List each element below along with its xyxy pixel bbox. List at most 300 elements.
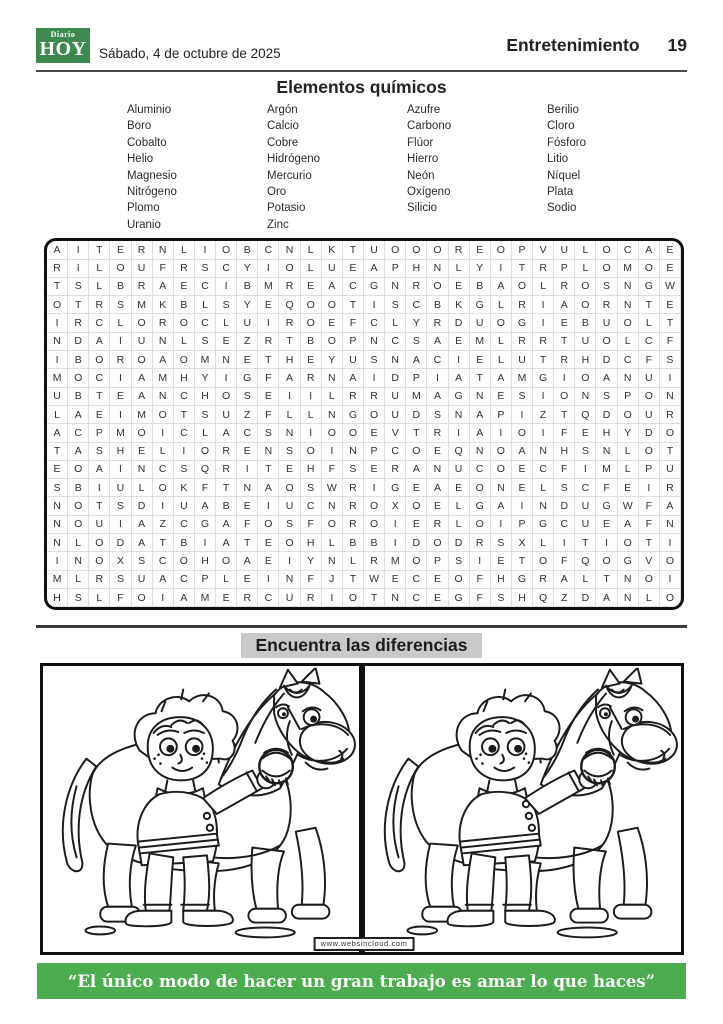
grid-cell: L	[618, 443, 639, 461]
grid-cell: S	[195, 333, 216, 351]
grid-cell: L	[449, 497, 470, 515]
grid-cell: D	[406, 534, 427, 552]
grid-cell: O	[575, 369, 596, 387]
grid-cell: E	[427, 443, 448, 461]
grid-cell: C	[406, 296, 427, 314]
grid-cell: W	[322, 479, 343, 497]
grid-cell: C	[385, 443, 406, 461]
grid-cell: P	[618, 388, 639, 406]
grid-cell: R	[89, 571, 110, 589]
grid-cell: C	[237, 424, 258, 442]
grid-cell: I	[216, 278, 237, 296]
grid-cell: L	[343, 552, 364, 570]
grid-cell: A	[406, 461, 427, 479]
grid-cell: M	[47, 369, 68, 387]
grid-cell: C	[533, 461, 554, 479]
grid-cell: X	[512, 534, 533, 552]
grid-cell: L	[449, 260, 470, 278]
grid-cell: N	[533, 497, 554, 515]
grid-cell: L	[195, 296, 216, 314]
quote-text: “El único modo de hacer un gran trabajo es amar lo que haces”	[67, 971, 656, 991]
grid-cell: O	[639, 260, 660, 278]
grid-cell: E	[216, 333, 237, 351]
grid-cell: F	[639, 351, 660, 369]
grid-cell: N	[618, 589, 639, 607]
page-number: 19	[667, 34, 687, 55]
grid-cell: X	[385, 497, 406, 515]
grid-cell: C	[89, 314, 110, 332]
grid-cell: R	[554, 351, 575, 369]
word-item: Potasio	[267, 202, 306, 215]
grid-cell: N	[533, 443, 554, 461]
grid-cell: N	[364, 333, 385, 351]
grid-cell: O	[89, 552, 110, 570]
grid-cell: N	[153, 388, 174, 406]
grid-cell: T	[406, 424, 427, 442]
grid-cell: I	[596, 534, 617, 552]
grid-cell: P	[512, 241, 533, 259]
grid-cell: O	[596, 241, 617, 259]
grid-cell: C	[343, 278, 364, 296]
grid-cell: C	[618, 351, 639, 369]
grid-cell: U	[322, 260, 343, 278]
grid-cell: M	[470, 333, 491, 351]
grid-cell: H	[174, 369, 195, 387]
grid-cell: G	[364, 278, 385, 296]
grid-cell: Y	[406, 314, 427, 332]
grid-cell: K	[449, 296, 470, 314]
grid-cell: C	[406, 589, 427, 607]
grid-cell: R	[216, 461, 237, 479]
grid-cell: R	[512, 333, 533, 351]
grid-cell: T	[343, 241, 364, 259]
grid-cell: I	[660, 534, 681, 552]
grid-cell: S	[364, 351, 385, 369]
grid-cell: M	[110, 424, 131, 442]
grid-cell: P	[554, 260, 575, 278]
grid-cell: L	[533, 534, 554, 552]
grid-cell: S	[279, 443, 300, 461]
grid-cell: I	[47, 314, 68, 332]
grid-cell: O	[491, 241, 512, 259]
grid-cell: S	[449, 552, 470, 570]
grid-cell: L	[68, 534, 89, 552]
word-item: Azufre	[407, 104, 441, 116]
grid-cell: I	[660, 369, 681, 387]
grid-cell: D	[639, 424, 660, 442]
grid-cell: B	[301, 333, 322, 351]
grid-cell: B	[68, 479, 89, 497]
quote-banner	[37, 963, 686, 999]
grid-cell: I	[491, 516, 512, 534]
grid-cell: H	[575, 351, 596, 369]
grid-cell: Y	[237, 296, 258, 314]
grid-cell: U	[89, 516, 110, 534]
grid-cell: R	[301, 369, 322, 387]
grid-cell: S	[110, 497, 131, 515]
grid-cell: R	[596, 296, 617, 314]
grid-cell: D	[110, 534, 131, 552]
grid-cell: O	[279, 260, 300, 278]
grid-cell: U	[575, 516, 596, 534]
grid-cell: S	[68, 278, 89, 296]
grid-cell: G	[618, 552, 639, 570]
grid-cell: A	[427, 388, 448, 406]
picture-left	[43, 666, 365, 952]
edition-date: Sábado, 4 de octubre de 2025	[99, 46, 281, 61]
grid-cell: F	[470, 589, 491, 607]
grid-cell: S	[47, 479, 68, 497]
grid-cell: A	[89, 333, 110, 351]
grid-cell: T	[512, 260, 533, 278]
grid-cell: H	[279, 351, 300, 369]
logo-top-text: Diario	[50, 30, 76, 39]
grid-cell: E	[364, 461, 385, 479]
grid-cell: Y	[301, 552, 322, 570]
grid-cell: M	[258, 278, 279, 296]
grid-cell: O	[132, 424, 153, 442]
grid-cell: C	[174, 424, 195, 442]
grid-cell: L	[385, 314, 406, 332]
grid-cell: R	[132, 241, 153, 259]
grid-cell: O	[301, 296, 322, 314]
grid-cell: V	[639, 552, 660, 570]
grid-cell: O	[216, 388, 237, 406]
grid-cell: I	[322, 589, 343, 607]
grid-cell: U	[385, 406, 406, 424]
grid-cell: S	[68, 589, 89, 607]
grid-cell: E	[132, 443, 153, 461]
grid-cell: N	[47, 497, 68, 515]
grid-cell: A	[68, 443, 89, 461]
grid-cell: B	[237, 278, 258, 296]
grid-cell: Z	[554, 589, 575, 607]
grid-cell: R	[449, 241, 470, 259]
grid-cell: O	[322, 333, 343, 351]
grid-cell: E	[322, 314, 343, 332]
grid-cell: I	[110, 461, 131, 479]
grid-cell: O	[470, 479, 491, 497]
grid-cell: R	[343, 516, 364, 534]
word-item: Zinc	[267, 218, 289, 231]
grid-cell: N	[618, 296, 639, 314]
word-item: Argón	[267, 104, 298, 116]
grid-cell: I	[449, 424, 470, 442]
grid-cell: E	[427, 589, 448, 607]
grid-cell: G	[449, 589, 470, 607]
grid-cell: N	[660, 388, 681, 406]
grid-cell: E	[554, 314, 575, 332]
grid-cell: A	[195, 497, 216, 515]
grid-cell: O	[322, 424, 343, 442]
grid-cell: T	[554, 333, 575, 351]
word-item: Cloro	[547, 120, 575, 133]
grid-cell: A	[491, 278, 512, 296]
grid-cell: O	[68, 516, 89, 534]
grid-cell: A	[216, 534, 237, 552]
grid-cell: N	[216, 351, 237, 369]
grid-cell: E	[301, 351, 322, 369]
grid-cell: T	[174, 406, 195, 424]
grid-cell: A	[47, 424, 68, 442]
grid-cell: F	[554, 424, 575, 442]
grid-cell: B	[174, 296, 195, 314]
grid-cell: N	[47, 333, 68, 351]
grid-cell: O	[596, 552, 617, 570]
grid-cell: R	[533, 571, 554, 589]
grid-cell: K	[322, 241, 343, 259]
grid-cell: I	[195, 534, 216, 552]
grid-cell: A	[449, 369, 470, 387]
grid-cell: A	[512, 443, 533, 461]
grid-cell: M	[195, 589, 216, 607]
picture-right	[365, 666, 681, 952]
grid-cell: H	[554, 443, 575, 461]
grid-cell: N	[237, 479, 258, 497]
grid-cell: O	[491, 314, 512, 332]
grid-cell: L	[195, 424, 216, 442]
grid-cell: O	[639, 388, 660, 406]
grid-cell: O	[364, 497, 385, 515]
grid-cell: H	[301, 534, 322, 552]
grid-cell: E	[406, 479, 427, 497]
grid-cell: O	[195, 443, 216, 461]
grid-cell: F	[596, 479, 617, 497]
grid-cell: C	[618, 241, 639, 259]
word-column	[547, 102, 687, 233]
grid-cell: I	[174, 443, 195, 461]
grid-cell: B	[68, 351, 89, 369]
grid-cell: N	[385, 351, 406, 369]
grid-cell: S	[512, 388, 533, 406]
word-item: Oxígeno	[407, 186, 451, 199]
word-item: Carbono	[407, 120, 452, 133]
grid-cell: H	[301, 461, 322, 479]
grid-cell: Q	[449, 443, 470, 461]
grid-cell: K	[174, 479, 195, 497]
grid-cell: O	[575, 278, 596, 296]
grid-cell: A	[174, 589, 195, 607]
word-item: Uranio	[127, 218, 161, 231]
grid-cell: C	[470, 461, 491, 479]
word-item: Boro	[127, 120, 152, 133]
grid-cell: W	[660, 278, 681, 296]
grid-cell: E	[470, 241, 491, 259]
grid-cell: F	[660, 333, 681, 351]
grid-cell: B	[237, 241, 258, 259]
grid-cell: E	[470, 351, 491, 369]
grid-cell: Z	[237, 333, 258, 351]
grid-cell: S	[110, 571, 131, 589]
grid-cell: E	[660, 260, 681, 278]
grid-cell: C	[301, 497, 322, 515]
grid-cell: C	[195, 278, 216, 296]
watermark: www.websincloud.com	[314, 937, 415, 951]
grid-cell: T	[153, 534, 174, 552]
grid-cell: T	[596, 571, 617, 589]
grid-cell: L	[279, 406, 300, 424]
grid-cell: I	[639, 479, 660, 497]
grid-cell: O	[596, 260, 617, 278]
grid-cell: F	[554, 461, 575, 479]
differences-pictures	[40, 663, 684, 955]
grid-cell: L	[301, 241, 322, 259]
grid-cell: B	[68, 388, 89, 406]
grid-cell: W	[618, 497, 639, 515]
grid-cell: O	[427, 241, 448, 259]
word-item: Silicio	[407, 202, 438, 215]
grid-cell: O	[89, 534, 110, 552]
grid-cell: P	[195, 571, 216, 589]
grid-cell: R	[427, 314, 448, 332]
grid-cell: A	[427, 333, 448, 351]
grid-cell: R	[153, 314, 174, 332]
grid-cell: J	[322, 571, 343, 589]
grid-cell: T	[89, 497, 110, 515]
grid-cell: M	[153, 369, 174, 387]
grid-cell: O	[660, 552, 681, 570]
grid-cell: O	[153, 406, 174, 424]
grid-cell: I	[491, 260, 512, 278]
grid-cell: I	[110, 406, 131, 424]
grid-cell: H	[512, 589, 533, 607]
differences-heading: Encuentra las diferencias	[241, 633, 481, 658]
grid-cell: U	[216, 406, 237, 424]
grid-cell: L	[533, 278, 554, 296]
grid-cell: G	[385, 479, 406, 497]
grid-cell: I	[385, 516, 406, 534]
grid-cell: F	[639, 497, 660, 515]
grid-cell: A	[364, 260, 385, 278]
grid-cell: O	[554, 388, 575, 406]
grid-cell: D	[132, 497, 153, 515]
grid-cell: G	[596, 497, 617, 515]
grid-cell: O	[639, 443, 660, 461]
grid-cell: R	[237, 589, 258, 607]
grid-cell: I	[512, 497, 533, 515]
word-item: Oro	[267, 186, 287, 199]
grid-cell: C	[575, 479, 596, 497]
grid-cell: I	[258, 260, 279, 278]
grid-cell: I	[470, 552, 491, 570]
grid-cell: F	[153, 260, 174, 278]
grid-cell: L	[301, 406, 322, 424]
grid-cell: N	[322, 497, 343, 515]
word-item: Calcio	[267, 120, 299, 133]
grid-cell: N	[427, 461, 448, 479]
grid-cell: C	[385, 333, 406, 351]
grid-cell: N	[343, 443, 364, 461]
grid-cell: I	[364, 479, 385, 497]
grid-cell: L	[322, 534, 343, 552]
grid-cell: S	[491, 534, 512, 552]
grid-cell: A	[68, 406, 89, 424]
grid-cell: P	[343, 333, 364, 351]
differences-heading-wrap	[36, 633, 687, 658]
grid-cell: B	[427, 296, 448, 314]
grid-cell: Z	[533, 406, 554, 424]
grid-cell: U	[639, 406, 660, 424]
grid-cell: S	[554, 479, 575, 497]
grid-cell: L	[491, 351, 512, 369]
grid-cell: A	[132, 534, 153, 552]
grid-cell: D	[68, 333, 89, 351]
grid-cell: M	[512, 369, 533, 387]
grid-cell: Q	[195, 461, 216, 479]
grid-cell: T	[279, 333, 300, 351]
grid-cell: L	[575, 571, 596, 589]
grid-cell: O	[533, 552, 554, 570]
grid-cell: O	[660, 424, 681, 442]
grid-cell: S	[385, 296, 406, 314]
grid-cell: A	[343, 369, 364, 387]
grid-cell: U	[470, 314, 491, 332]
grid-cell: A	[660, 497, 681, 515]
grid-cell: O	[596, 333, 617, 351]
grid-cell: L	[575, 260, 596, 278]
grid-cell: Z	[153, 516, 174, 534]
grid-cell: I	[533, 296, 554, 314]
grid-cell: A	[132, 388, 153, 406]
grid-cell: N	[47, 516, 68, 534]
grid-cell: E	[301, 278, 322, 296]
grid-cell: U	[512, 351, 533, 369]
grid-cell: F	[258, 406, 279, 424]
grid-cell: Y	[237, 260, 258, 278]
grid-cell: I	[258, 497, 279, 515]
grid-cell: B	[470, 278, 491, 296]
grid-cell: B	[364, 534, 385, 552]
grid-cell: S	[237, 388, 258, 406]
word-item: Fósforo	[547, 136, 586, 149]
grid-cell: L	[639, 314, 660, 332]
grid-cell: U	[132, 333, 153, 351]
grid-cell: L	[174, 241, 195, 259]
grid-cell: T	[533, 351, 554, 369]
grid-cell: C	[258, 241, 279, 259]
grid-cell: U	[279, 497, 300, 515]
grid-cell: O	[618, 534, 639, 552]
grid-cell: I	[153, 497, 174, 515]
grid-cell: G	[343, 406, 364, 424]
grid-cell: T	[364, 589, 385, 607]
grid-cell: T	[554, 406, 575, 424]
grid-cell: F	[301, 571, 322, 589]
grid-cell: U	[132, 571, 153, 589]
horse-boy-drawing-left	[43, 666, 359, 952]
grid-cell: O	[427, 278, 448, 296]
grid-cell: N	[279, 571, 300, 589]
grid-cell: A	[470, 424, 491, 442]
grid-cell: N	[449, 406, 470, 424]
grid-cell: R	[89, 296, 110, 314]
grid-cell: N	[385, 278, 406, 296]
grid-cell: E	[512, 461, 533, 479]
grid-cell: A	[279, 369, 300, 387]
grid-cell: O	[491, 443, 512, 461]
grid-cell: S	[174, 461, 195, 479]
grid-cell: U	[110, 479, 131, 497]
grid-cell: I	[364, 369, 385, 387]
grid-cell: E	[491, 552, 512, 570]
section-title: Entretenimiento	[506, 34, 640, 55]
grid-cell: T	[660, 443, 681, 461]
grid-cell: F	[110, 589, 131, 607]
grid-cell: R	[554, 278, 575, 296]
grid-cell: A	[237, 552, 258, 570]
grid-cell: R	[47, 260, 68, 278]
grid-cell: I	[47, 351, 68, 369]
